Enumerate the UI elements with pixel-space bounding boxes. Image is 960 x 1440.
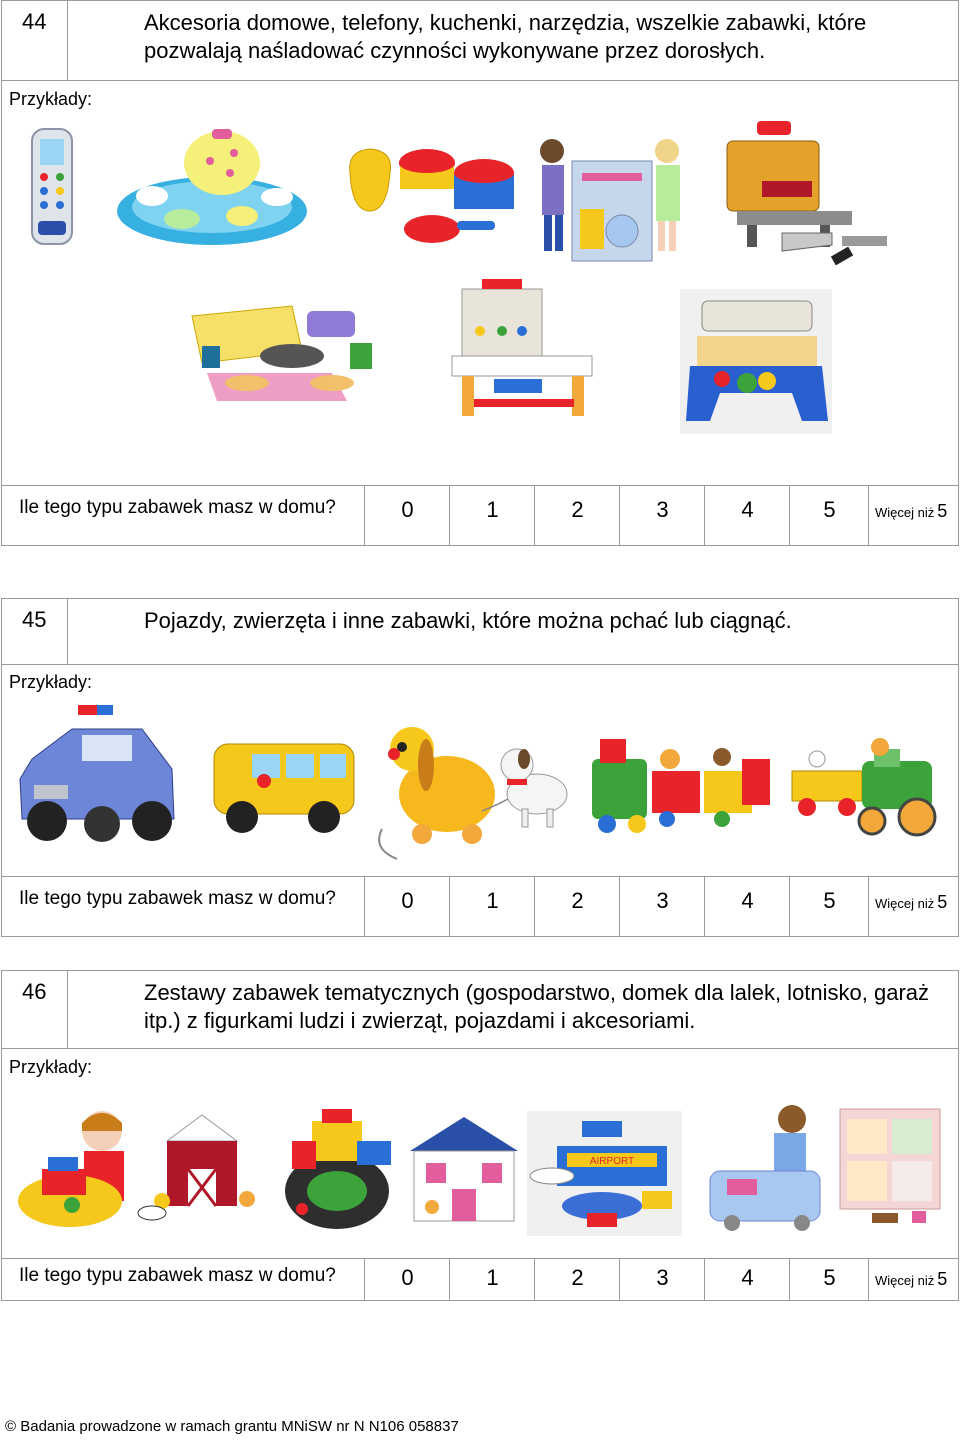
question-row (2, 485, 958, 545)
more-value: 5 (937, 892, 948, 912)
child-playset-image (18, 1111, 124, 1227)
example-images (2, 699, 958, 877)
big-dollhouse-image (840, 1109, 940, 1223)
airport-sign: AIRPORT (589, 1156, 635, 1167)
workbench-image (452, 279, 592, 416)
section-44 (1, 0, 959, 546)
animal-train-image (592, 739, 770, 833)
item-description: Akcesoria domowe, telefony, kuchenki, narzędzia, wszelkie zabawki, które pozwalają naśladować czynności wykonywane przez dorosłych. (144, 10, 867, 63)
girl-camper-image (710, 1105, 820, 1231)
gear-bench-image (680, 289, 832, 434)
airport-image (527, 1111, 682, 1236)
option-4[interactable]: 4 (704, 877, 790, 936)
police-truck-image (20, 705, 174, 842)
option-1[interactable]: 1 (449, 877, 535, 936)
question-row (2, 1258, 958, 1300)
item-number: 45 (2, 599, 68, 664)
option-more-than-5[interactable] (868, 877, 958, 936)
option-1[interactable]: 1 (449, 486, 535, 545)
footer-copyright: © Badania prowadzone w ramach grantu MNiSW nr N N106 058837 (5, 1418, 459, 1435)
option-2[interactable]: 2 (534, 1259, 620, 1300)
school-bus-image (214, 744, 354, 833)
option-0[interactable]: 0 (364, 877, 450, 936)
option-2[interactable]: 2 (534, 486, 620, 545)
section-header (2, 971, 958, 1049)
question-label: Ile tego typu zabawek masz w domu? (19, 888, 336, 909)
option-3[interactable]: 3 (619, 877, 705, 936)
option-4[interactable]: 4 (704, 486, 790, 545)
item-number: 44 (2, 1, 68, 80)
item-number: 46 (2, 971, 68, 1048)
option-2[interactable]: 2 (534, 877, 620, 936)
examples-label: Przykłady: (9, 672, 93, 692)
option-0[interactable]: 0 (364, 1259, 450, 1300)
option-1[interactable]: 1 (449, 1259, 535, 1300)
option-5[interactable]: 5 (789, 877, 869, 936)
toy-phone-image (32, 129, 72, 244)
option-more-than-5[interactable] (868, 1259, 958, 1300)
question-label: Ile tego typu zabawek masz w domu? (19, 1265, 336, 1286)
farm-tractor-image (792, 738, 935, 835)
question-label: Ile tego typu zabawek masz w domu? (19, 497, 336, 518)
more-label: Więcej niż (875, 1273, 935, 1288)
farm-barn-image (138, 1115, 255, 1220)
option-3[interactable]: 3 (619, 1259, 705, 1300)
tea-set-image (117, 129, 307, 245)
more-value: 5 (937, 501, 948, 521)
item-description: Pojazdy, zwierzęta i inne zabawki, które można pchać lub ciągnąć. (144, 608, 792, 633)
option-5[interactable]: 5 (789, 486, 869, 545)
option-more-than-5[interactable] (868, 486, 958, 545)
toy-kitchen-image (540, 139, 680, 261)
option-3[interactable]: 3 (619, 486, 705, 545)
section-header (2, 1, 958, 81)
picnic-set-image (192, 306, 372, 401)
question-row (2, 876, 958, 936)
dollhouse-image (410, 1117, 518, 1221)
example-images (2, 1101, 958, 1241)
walking-dog-image (501, 749, 567, 827)
item-description: Zestawy zabawek tematycznych (gospodarstwo, domek dla lalek, lotnisko, garaż itp.) z figurkami ludzi i zwierząt, pojazdami i akcesoriami. (144, 980, 930, 1033)
option-4[interactable]: 4 (704, 1259, 790, 1300)
section-45 (1, 598, 959, 937)
option-5[interactable]: 5 (789, 1259, 869, 1300)
more-label: Więcej niż (875, 505, 935, 520)
pull-dog-image (379, 727, 522, 859)
garage-town-image (285, 1109, 391, 1229)
examples-label: Przykłady: (9, 1057, 93, 1077)
more-label: Więcej niż (875, 896, 935, 911)
examples-label: Przykłady: (9, 89, 93, 109)
pots-and-pans-image (350, 149, 514, 243)
section-46 (1, 970, 959, 1301)
option-0[interactable]: 0 (364, 486, 450, 545)
tool-bench-image (727, 121, 887, 265)
more-value: 5 (937, 1269, 948, 1289)
example-images (2, 111, 958, 481)
section-header (2, 599, 958, 665)
